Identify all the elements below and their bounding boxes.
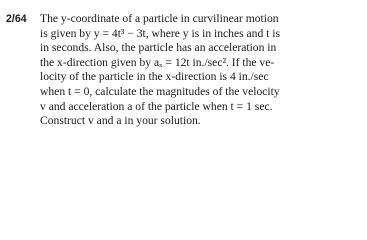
problem-text-line: The y-coordinate of a particle in curvilinear motion bbox=[40, 12, 279, 25]
problem-text bbox=[40, 12, 361, 129]
problem-text-line: the x-direction given by aₓ = 12t in./sec². If the ve- bbox=[40, 55, 275, 69]
problem-text-line: in seconds. Also, the particle has an acceleration in bbox=[40, 41, 277, 55]
problem-number: 2/64 bbox=[6, 13, 27, 25]
problem-text-line: v and acceleration a of the particle when t = 1 sec. bbox=[40, 99, 273, 113]
problem-text-line: locity of the particle in the x-direction is 4 in./sec bbox=[40, 70, 269, 84]
problem-text-line: when t = 0, calculate the magnitudes of the velocity bbox=[40, 84, 280, 98]
problem-block bbox=[6, 12, 361, 129]
problem-text-line: Construct v and a in your solution. bbox=[40, 114, 201, 128]
problem-text-line: is given by y = 4t³ − 3t, where y is in inches and t is bbox=[40, 26, 281, 40]
